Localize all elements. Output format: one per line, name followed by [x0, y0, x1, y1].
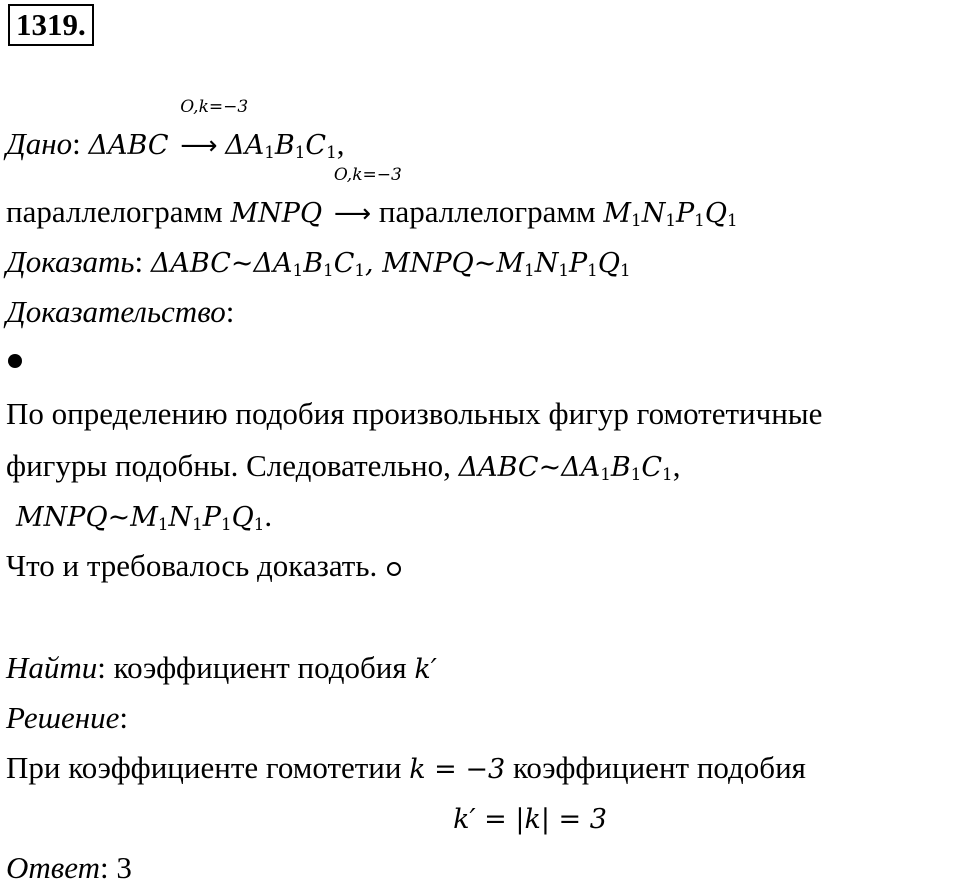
given-line-1: Дано: ΔABC O,k=−3 ⟶ $\Delta A_1B_1C_1$, — [6, 124, 345, 166]
triangle-a1b1c1: $\Delta A_1B_1C_1$ — [225, 130, 337, 163]
solution-line — [6, 748, 806, 790]
paragraph-line-2-text: фигуры подобны. Следовательно, — [6, 448, 451, 483]
formula-text: k′ = |k| = 3 — [453, 804, 607, 835]
end-of-proof-circle-icon — [387, 562, 401, 576]
triangle-abc: ΔABC — [88, 130, 169, 161]
find-line: Найти: коэффициент подобия k′ — [6, 650, 437, 685]
k-value: k = −3 — [409, 754, 506, 785]
answer-line: Ответ: 3 — [6, 850, 132, 885]
qed-line — [6, 546, 401, 586]
paragraph-line-2: фигуры подобны. Следовательно, $\Delta ABC\sim\Delta A_1B_1C_1$, — [6, 448, 681, 485]
similarity-triangles: $\Delta ABC\sim\Delta A_1B_1C_1$ — [458, 452, 673, 485]
prove-expression: $\Delta ABC\sim\Delta A_1B_1C_1$, $MNPQ\sim M_1N_1P_1Q_1$ — [150, 248, 631, 281]
solution-text-after: коэффициент подобия — [512, 750, 806, 785]
solution-label-line: Решение: — [6, 700, 128, 735]
find-label: Найти — [6, 650, 98, 685]
qed-text: Что и требовалось доказать. — [6, 548, 378, 583]
solution-text-before: При коэффициенте гомотетии — [6, 750, 402, 785]
proof-label: Доказательство — [6, 294, 226, 329]
prove-line: Доказать: $\Delta ABC\sim\Delta A_1B_1C_1$, $MNPQ\sim M_1N_1P_1Q_1$ — [6, 244, 631, 281]
bullet-icon — [8, 354, 22, 368]
answer-label: Ответ — [6, 850, 100, 885]
prove-label: Доказать — [6, 244, 135, 279]
parallelogram-mnpq: MNPQ — [230, 198, 323, 229]
given-label: Дано — [6, 126, 73, 161]
parallelogram-word-1: параллелограмм — [6, 194, 223, 229]
find-text: коэффициент подобия — [113, 650, 407, 685]
parallelogram-word-2: параллелограмм — [378, 194, 596, 229]
paragraph-line-3: $MNPQ\sim M_1N_1P_1Q_1$. — [16, 498, 273, 535]
proof-line: Доказательство: — [6, 294, 235, 329]
answer-value: 3 — [116, 850, 132, 885]
problem-number: 1319. — [8, 4, 94, 46]
solution-formula — [0, 798, 960, 840]
k-prime: k′ — [414, 654, 437, 685]
solution-label: Решение — [6, 700, 120, 735]
parallelogram-m1n1p1q1: $M_1N_1P_1Q_1$ — [603, 198, 738, 231]
given-line-2 — [6, 165, 738, 234]
similarity-parallelograms: $MNPQ\sim M_1N_1P_1Q_1$ — [16, 502, 265, 535]
homothety-arrow-2: O,k=−3 ⟶ — [333, 165, 402, 229]
paragraph-line-1: По определению подобия произвольных фигур гомотетичные — [6, 396, 823, 431]
homothety-arrow-1: O,k=−3 ⟶ — [180, 97, 249, 161]
